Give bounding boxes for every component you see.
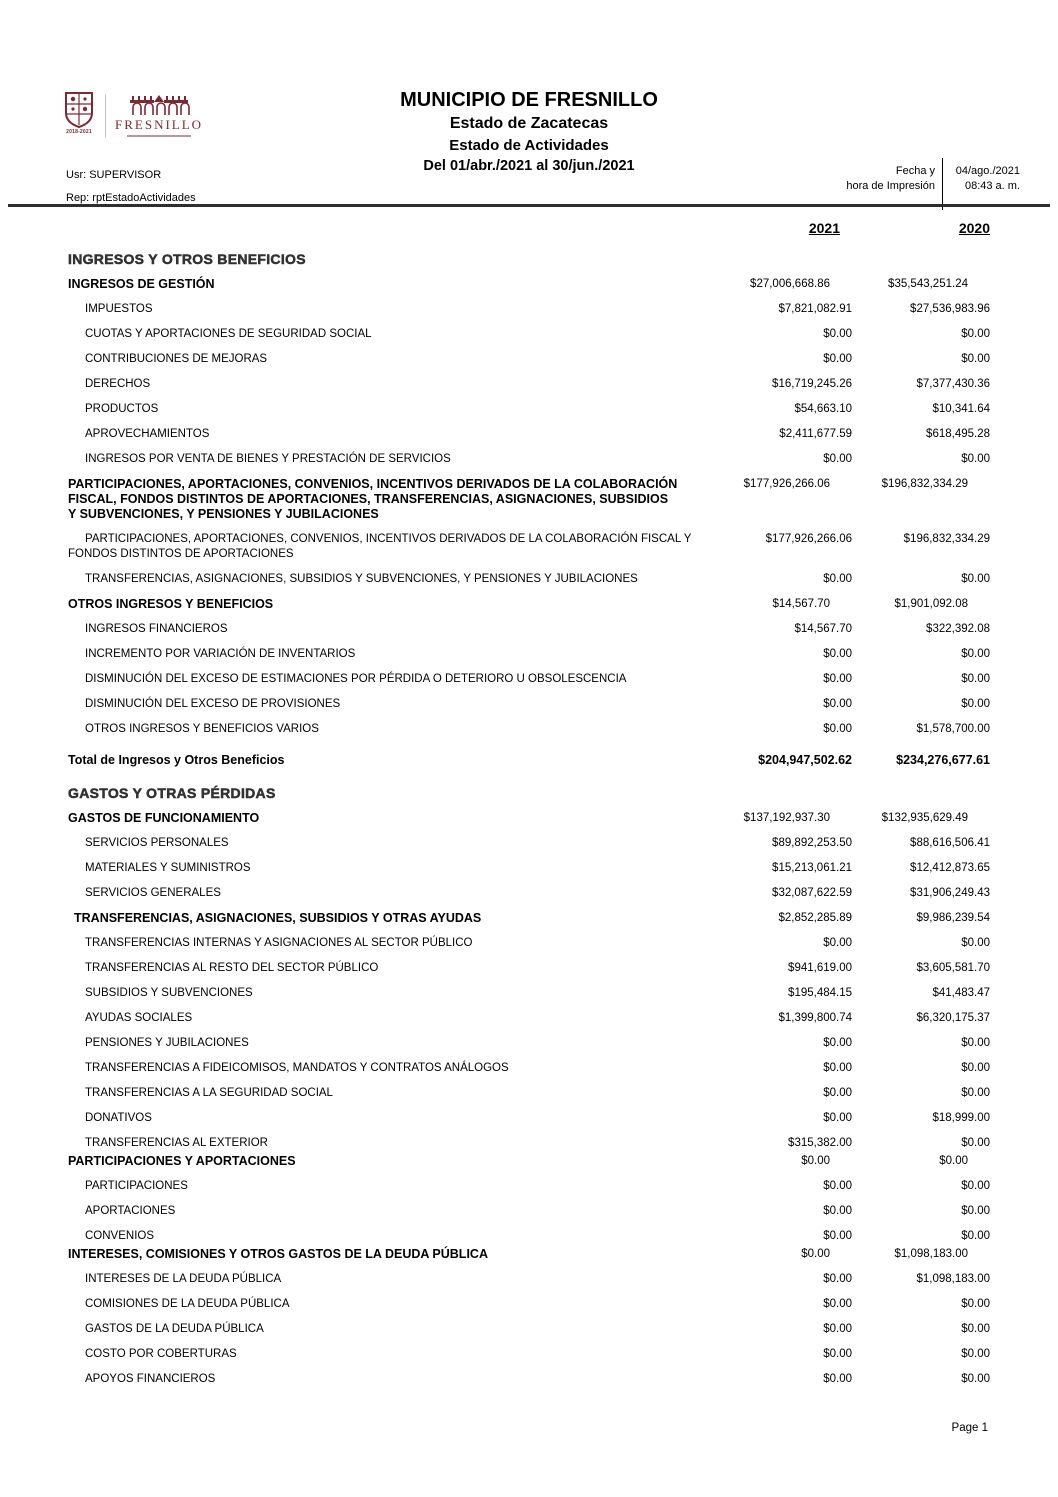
row-value-2020: $7,377,430.36 [916,378,990,390]
statement-row [0,277,1058,292]
row-value-2021: $204,947,502.62 [758,753,852,767]
row-value-2020: $31,906,249.43 [910,887,990,899]
statement-row [0,1229,1058,1244]
row-label: GASTOS DE FUNCIONAMIENTO [68,811,260,825]
statement-row [0,861,1058,876]
row-value-2021: $0.00 [823,453,852,465]
statement-row [0,427,1058,442]
row-label: INTERESES DE LA DEUDA PÚBLICA [85,1273,282,1285]
row-label: APOYOS FINANCIEROS [85,1373,216,1385]
row-label: CUOTAS Y APORTACIONES DE SEGURIDAD SOCIAL [85,328,372,340]
row-value-2020: $0.00 [961,1230,990,1242]
row-value-2020: $0.00 [961,573,990,585]
row-value-2021: $32,087,622.59 [772,887,852,899]
row-label: TRANSFERENCIAS, ASIGNACIONES, SUBSIDIOS Y SUBVENCIONES, Y PENSIONES Y JUBILACIONES [85,573,638,585]
statement-row [0,1154,1058,1169]
statement-row [0,886,1058,901]
row-label: COMISIONES DE LA DEUDA PÚBLICA [85,1298,290,1310]
row-label: COSTO POR COBERTURAS [85,1348,237,1360]
row-value-2020: $1,578,700.00 [916,723,990,735]
row-label: INGRESOS FINANCIEROS [85,623,228,635]
row-label: APROVECHAMIENTOS [85,428,210,440]
row-label: IMPUESTOS [85,303,153,315]
statement-row [0,597,1058,612]
row-label: PARTICIPACIONES, APORTACIONES, CONVENIOS, INCENTIVOS DERIVADOS DE LA COLABORACIÓN FISCAL, FONDOS DISTINTOS DE APORTACIONES, TRANSFERENCIAS, ASIGNACIONES, SUBSIDIOS Y SUBVENCIONES, Y PENSIONES Y JUBILACIONES [68,477,678,521]
statement-row [0,1036,1058,1051]
row-value-2020: $0.00 [961,328,990,340]
statement-row [0,986,1058,1001]
row-value-2020: $3,605,581.70 [916,962,990,974]
row-value-2021: $7,821,082.91 [778,303,852,315]
page-footer [952,1422,988,1434]
statement-row [0,1372,1058,1387]
row-label: DERECHOS [85,378,151,390]
statement-row [0,1011,1058,1026]
row-value-2021: $0.00 [823,1180,852,1192]
row-value-2020: $1,098,183.00 [894,1248,968,1260]
statement-row [0,1297,1058,1312]
row-value-2021: $0.00 [823,573,852,585]
row-value-2021: $941,619.00 [788,962,852,974]
row-value-2020: $0.00 [961,1205,990,1217]
row-label: AYUDAS SOCIALES [85,1012,193,1024]
row-value-2020: $196,832,334.29 [903,533,990,545]
statement-row [0,647,1058,662]
statement-row [0,1272,1058,1287]
row-value-2020: $27,536,983.96 [910,303,990,315]
row-value-2020: $132,935,629.49 [881,812,968,824]
row-value-2020: $196,832,334.29 [881,478,968,490]
statement-row [0,402,1058,417]
statement-row [0,1322,1058,1337]
row-value-2020: $0.00 [961,1373,990,1385]
row-value-2021: $2,411,677.59 [779,428,852,440]
page-number: Page 1 [951,1422,988,1434]
row-value-2021: $0.00 [823,723,852,735]
statement-row [0,936,1058,951]
row-label: TRANSFERENCIAS A FIDEICOMISOS, MANDATOS Y CONTRATOS ANÁLOGOS [85,1062,509,1074]
print-info-label-line1: Fecha y [895,165,935,177]
row-value-2021: $0.00 [823,1230,852,1242]
wordmark-label: FRESNILLO [115,117,204,132]
print-date: 04/ago./2021 [955,165,1020,177]
statement-body [0,238,1058,1387]
row-value-2020: $0.00 [939,1155,968,1167]
crest-years-label: 2018-2021 [66,129,92,135]
statement-row [0,836,1058,851]
print-time: 08:43 a. m. [964,180,1020,192]
row-value-2021: $0.00 [823,1323,852,1335]
statement-row [0,911,1058,926]
row-label: Total de Ingresos y Otros Beneficios [68,753,285,767]
row-label: TRANSFERENCIAS, ASIGNACIONES, SUBSIDIOS Y OTRAS AYUDAS [74,911,482,925]
statement-row [0,1347,1058,1362]
row-label: GASTOS Y OTRAS PÉRDIDAS [68,785,276,801]
statement-row [0,697,1058,712]
subtitle-period: Del 01/abr./2021 al 30/jun./2021 [423,158,635,174]
statement-row [0,252,1058,267]
statement-row [0,1247,1058,1262]
row-label: CONVENIOS [85,1230,155,1242]
row-label: PARTICIPACIONES Y APORTACIONES [68,1154,296,1168]
statement-row [0,477,1058,522]
row-value-2020: $1,098,183.00 [916,1273,990,1285]
row-label: INGRESOS Y OTROS BENEFICIOS [68,251,306,267]
row-value-2020: $0.00 [961,698,990,710]
row-value-2021: $0.00 [823,1205,852,1217]
subtitle-state: Estado de Zacatecas [449,115,609,132]
row-value-2021: $0.00 [823,698,852,710]
row-label: TRANSFERENCIAS A LA SEGURIDAD SOCIAL [85,1087,333,1099]
statement-row [0,1061,1058,1076]
header-rule [8,204,1050,207]
row-value-2021: $0.00 [823,1112,852,1124]
statement-row [0,377,1058,392]
report-id-line: Rep: rptEstadoActividades [66,192,196,204]
row-value-2020: $18,999.00 [932,1112,990,1124]
row-value-2020: $0.00 [961,1037,990,1049]
row-value-2020: $0.00 [961,1137,990,1149]
row-value-2020: $0.00 [961,648,990,660]
row-label: SUBSIDIOS Y SUBVENCIONES [85,987,253,999]
row-value-2021: $0.00 [823,1062,852,1074]
row-value-2021: $0.00 [823,673,852,685]
row-label: PARTICIPACIONES, APORTACIONES, CONVENIOS, INCENTIVOS DERIVADOS DE LA COLABORACIÓN FISCAL Y FONDOS DISTINTOS DE APORTACIONES [68,533,692,560]
row-value-2021: $0.00 [823,1087,852,1099]
row-value-2021: $14,567.70 [794,623,852,635]
row-value-2021: $89,892,253.50 [772,837,852,849]
row-value-2021: $177,926,266.06 [743,478,830,490]
row-label: GASTOS DE LA DEUDA PÚBLICA [85,1323,264,1335]
statement-row [0,622,1058,637]
row-value-2021: $0.00 [823,353,852,365]
page-title: MUNICIPIO DE FRESNILLO [400,89,658,111]
print-info-label-line2: hora de Impresión [846,180,935,192]
row-value-2021: $27,006,668.86 [750,278,830,290]
statement-row [0,1204,1058,1219]
statement-row [0,672,1058,687]
row-value-2021: $0.00 [823,1373,852,1385]
row-label: TRANSFERENCIAS INTERNAS Y ASIGNACIONES AL SECTOR PÚBLICO [85,937,473,949]
row-label: PENSIONES Y JUBILACIONES [85,1037,249,1049]
row-value-2020: $10,341.64 [932,403,990,415]
row-value-2020: $0.00 [961,353,990,365]
statement-row [0,786,1058,801]
subtitle-report: Estado de Actividades [449,137,609,154]
row-value-2020: $0.00 [961,1323,990,1335]
column-header-2021: 2021 [808,220,840,236]
row-value-2021: $177,926,266.06 [765,533,852,545]
row-value-2020: $35,543,251.24 [888,278,968,290]
row-value-2021: $16,719,245.26 [772,378,852,390]
row-value-2020: $0.00 [961,673,990,685]
statement-row [0,1111,1058,1126]
row-value-2021: $0.00 [823,1298,852,1310]
statement-row [0,722,1058,737]
user-line: Usr: SUPERVISOR [66,169,162,181]
row-value-2021: $0.00 [801,1155,830,1167]
row-label: APORTACIONES [85,1205,176,1217]
report-header [0,0,1058,207]
row-label: PRODUCTOS [85,403,159,415]
row-label: INTERESES, COMISIONES Y OTROS GASTOS DE LA DEUDA PÚBLICA [68,1247,488,1261]
row-value-2021: $0.00 [823,937,852,949]
row-label: PARTICIPACIONES [85,1180,188,1192]
row-label: SERVICIOS PERSONALES [85,837,229,849]
column-header-2020: 2020 [958,220,990,236]
statement-row [0,753,1058,768]
row-label: CONTRIBUCIONES DE MEJORAS [85,353,268,365]
column-headers-spacer [68,220,712,236]
statement-row [0,352,1058,367]
row-value-2020: $322,392.08 [926,623,990,635]
row-value-2020: $0.00 [961,937,990,949]
row-label: INGRESOS DE GESTIÓN [68,277,215,291]
row-value-2020: $0.00 [961,1298,990,1310]
row-value-2020: $0.00 [961,1348,990,1360]
row-label: DISMINUCIÓN DEL EXCESO DE ESTIMACIONES POR PÉRDIDA O DETERIORO U OBSOLESCENCIA [85,673,627,685]
row-value-2020: $0.00 [961,1180,990,1192]
row-label: MATERIALES Y SUMINISTROS [85,862,251,874]
row-value-2021: $15,213,061.21 [772,862,852,874]
statement-row [0,532,1058,562]
row-value-2020: $6,320,175.37 [916,1012,990,1024]
row-value-2021: $0.00 [801,1248,830,1260]
row-value-2020: $88,616,506.41 [910,837,990,849]
row-value-2021: $0.00 [823,328,852,340]
row-value-2021: $315,382.00 [788,1137,852,1149]
row-value-2021: $2,852,285.89 [778,912,852,924]
statement-row [0,961,1058,976]
row-value-2020: $12,412,873.65 [910,862,990,874]
row-value-2021: $0.00 [823,1348,852,1360]
statement-row [0,327,1058,342]
row-value-2021: $1,399,800.74 [778,1012,852,1024]
title-block [0,90,1058,174]
row-label: INCREMENTO POR VARIACIÓN DE INVENTARIOS [85,648,356,660]
statement-row [0,572,1058,587]
row-label: DISMINUCIÓN DEL EXCESO DE PROVISIONES [85,698,341,710]
row-label: SERVICIOS GENERALES [85,887,221,899]
row-value-2021: $54,663.10 [794,403,852,415]
row-value-2020: $9,986,239.54 [916,912,990,924]
row-value-2020: $0.00 [961,1062,990,1074]
column-headers [0,207,1058,238]
statement-row [0,1136,1058,1151]
statement-row [0,302,1058,317]
row-value-2021: $0.00 [823,1273,852,1285]
row-label: OTROS INGRESOS Y BENEFICIOS VARIOS [85,723,319,735]
row-value-2020: $1,901,092.08 [894,598,968,610]
row-value-2020: $234,276,677.61 [896,753,990,767]
statement-row [0,1086,1058,1101]
row-value-2021: $14,567.70 [772,598,830,610]
statement-row [0,811,1058,826]
row-label: DONATIVOS [85,1112,152,1124]
row-value-2021: $0.00 [823,1037,852,1049]
row-value-2021: $0.00 [823,648,852,660]
row-value-2020: $0.00 [961,453,990,465]
row-value-2021: $137,192,937.30 [743,812,830,824]
row-value-2020: $41,483.47 [932,987,990,999]
statement-row [0,452,1058,467]
row-value-2021: $195,484.15 [788,987,852,999]
row-label: TRANSFERENCIAS AL RESTO DEL SECTOR PÚBLICO [85,962,379,974]
row-label: OTROS INGRESOS Y BENEFICIOS [68,597,274,611]
statement-row [0,1179,1058,1194]
row-label: TRANSFERENCIAS AL EXTERIOR [85,1137,268,1149]
row-value-2020: $0.00 [961,1087,990,1099]
row-value-2020: $618,495.28 [926,428,990,440]
row-label: INGRESOS POR VENTA DE BIENES Y PRESTACIÓN DE SERVICIOS [85,453,451,465]
